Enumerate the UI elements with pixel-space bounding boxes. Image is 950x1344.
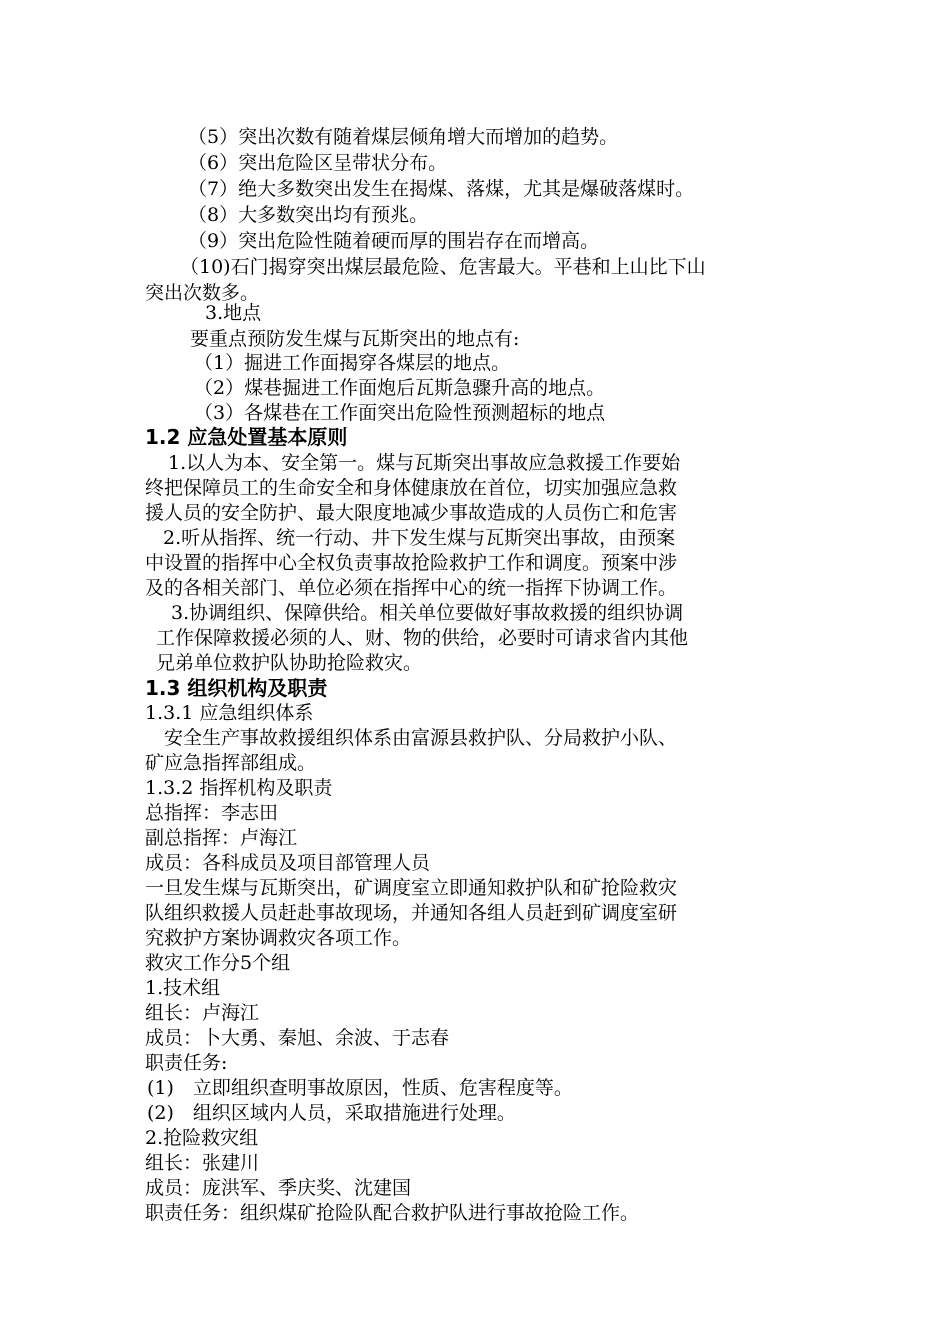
text-line: （8）大多数突出均有预兆。 [188,204,429,226]
subsection-heading: 1.3.2 指挥机构及职责 [145,777,333,799]
text-line: 2.听从指挥、统一行动、井下发生煤与瓦斯突出事故，由预案 [163,527,676,549]
text-line: 组长：卢海江 [145,1002,260,1024]
text-line: （6）突出危险区呈带状分布。 [188,152,448,174]
text-line: （2）煤巷掘进工作面炮后瓦斯急骤升高的地点。 [194,377,606,399]
text-line: 职责任务: [145,1052,228,1074]
text-line: 中设置的指挥中心全权负责事故抢险救护工作和调度。预案中涉 [145,552,678,574]
text-line: 援人员的安全防护、最大限度地减少事故造成的人员伤亡和危害 [145,502,678,524]
text-line: 3.协调组织、保障供给。相关单位要做好事故救援的组织协调 [171,602,684,624]
text-line: 1.技术组 [145,977,221,999]
text-line: （7）绝大多数突出发生在揭煤、落煤，尤其是爆破落煤时。 [188,178,695,200]
text-line: （10)石门揭穿突出煤层最危险、危害最大。平巷和上山比下山 [180,256,706,278]
text-line: 救灾工作分5个组 [145,952,291,974]
text-line: 安全生产事故救援组织体系由富源县救护队、分局救护小队、 [164,727,678,749]
text-line: 总指挥：李志田 [145,802,279,824]
text-line: 成员：卜大勇、秦旭、余波、于志春 [145,1027,450,1049]
subsection-heading: 3.地点 [205,302,262,324]
text-line: 要重点预防发生煤与瓦斯突出的地点有: [190,328,520,350]
text-line: 2.抢险救灾组 [145,1127,259,1149]
text-line: 兄弟单位救护队协助抢险救灾。 [156,652,423,674]
text-line: 队组织救援人员赶赴事故现场，并通知各组人员赶到矿调度室研 [145,902,678,924]
text-line: 终把保障员工的生命安全和身体健康放在首位，切实加强应急救 [145,477,678,499]
list-item: (2) 组织区域内人员，采取措施进行处理。 [147,1102,516,1124]
text-line: 工作保障救援必须的人、财、物的供给，必要时可请求省内其他 [156,627,689,649]
text-line: 一旦发生煤与瓦斯突出，矿调度室立即通知救护队和矿抢险救灾 [145,877,678,899]
subsection-heading: 1.3.1 应急组织体系 [145,702,314,724]
text-line: 矿应急指挥部组成。 [145,752,317,774]
text-line: （9）突出危险性随着硬而厚的围岩存在而增高。 [188,230,600,252]
text-line: 1.以人为本、安全第一。煤与瓦斯突出事故应急救援工作要始 [168,452,681,474]
text-line: 副总指挥：卢海江 [145,827,298,849]
text-line: 突出次数多。 [145,282,260,304]
text-line: 及的各相关部门、单位必须在指挥中心的统一指挥下协调工作。 [145,577,678,599]
text-line: （3）各煤巷在工作面突出危险性预测超标的地点 [194,402,606,424]
text-line: 组长：张建川 [145,1152,260,1174]
text-line: 成员：各科成员及项目部管理人员 [145,852,431,874]
section-heading: 1.2 应急处置基本原则 [145,425,348,449]
section-heading: 1.3 组织机构及职责 [145,676,328,700]
text-line: 成员：庞洪军、季庆奖、沈建国 [145,1177,412,1199]
text-line: （5）突出次数有随着煤层倾角增大而增加的趋势。 [188,126,619,148]
text-line: （1）掘进工作面揭穿各煤层的地点。 [194,352,511,374]
text-line: 究救护方案协调救灾各项工作。 [145,927,412,949]
text-line: 职责任务：组织煤矿抢险队配合救护队进行事故抢险工作。 [145,1202,640,1224]
list-item: (1) 立即组织查明事故原因，性质、危害程度等。 [147,1077,573,1099]
